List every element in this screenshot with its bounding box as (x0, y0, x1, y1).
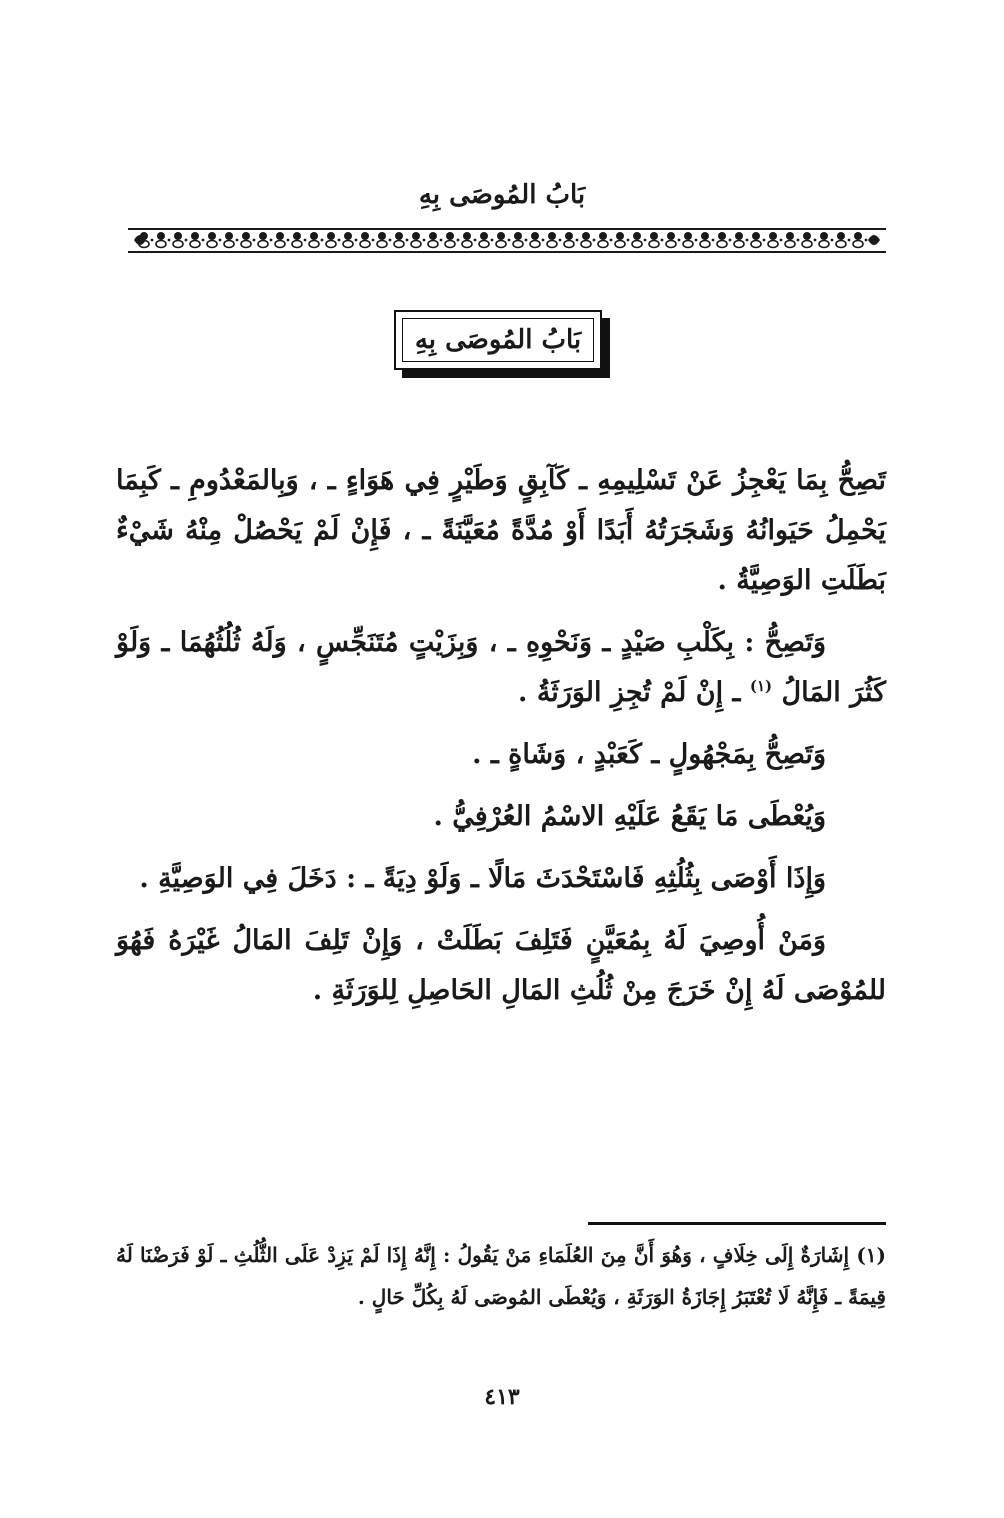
paragraph-text: وَتَصِحُّ : بِكَلْبِ صَيْدٍ ـ وَنَحْوِهِ ـ ، وَبِزَيْتٍ مُتَنَجِّسٍ ، وَلَهُ ثُلُثُهُمَا ـ وَلَوْ كَثُرَ المَالُ (116, 627, 886, 708)
main-text (116, 456, 886, 1028)
paragraph-text: وَمَنْ أُوصِيَ لَهُ بِمُعَيَّنٍ فَتَلِفَ بَطَلَتْ ، وَإِنْ تَلِفَ المَالُ غَيْرَهُ فَهُوَ للمُوْصَى لَهُ إِنْ خَرَجَ مِنْ ثُلُثِ المَالِ الحَاصِلِ لِلوَرَثَةِ . (116, 925, 886, 1006)
paragraph-text: ـ إِنْ لَمْ تُجِزِ الوَرَثَةُ . (518, 677, 741, 708)
footnote: (١) إِشَارَةٌ إِلَى خِلَافٍ ، وَهُوَ أَنَّ مِنَ العُلَمَاءِ مَنْ يَقُولُ : إِنَّهُ إِذَا لَمْ يَزِدْ عَلَى الثُّلُثِ ـ لَوْ فَرَضْنَا لَهُ قِيمَةً ـ فَإِنَّهُ لَا تُعْتَبَرُ إِجَازَةُ الوَرَثَةِ ، وَيُعْطَى المُوصَى لَهُ بِكُلِّ حَالٍ . (116, 1243, 886, 1309)
paragraph (116, 618, 886, 718)
paragraph-text: وَتَصِحُّ بِمَجْهُولٍ ـ كَعَبْدٍ ، وَشَاةٍ ـ . (472, 739, 826, 770)
paragraph-text: وَإِذَا أَوْصَى بِثُلُثِهِ فَاسْتَحْدَثَ مَالًا ـ وَلَوْ دِيَةً ـ : دَخَلَ فِي الوَصِيَّةِ . (139, 863, 826, 894)
running-header: بَابُ المُوصَى بِهِ (418, 180, 586, 210)
section-title-box (394, 310, 616, 382)
paragraph (116, 854, 886, 904)
title-box-frame (394, 310, 602, 370)
floral-border-ornament-icon (128, 226, 886, 254)
section-title: بَابُ المُوصَى بِهِ (402, 318, 594, 362)
paragraph-text: وَيُعْطَى مَا يَقَعُ عَلَيْهِ الاسْمُ العُرْفِيُّ . (433, 801, 826, 832)
paragraph-text: تَصِحُّ بِمَا يَعْجِزُ عَنْ تَسْلِيمِهِ ـ كَآبِقٍ وَطَيْرٍ فِي هَوَاءٍ ـ ، وَبِالمَعْدُومِ ـ كَبِمَا يَحْمِلُ حَيَوانُهُ وَشَجَرَتُهُ أَبَدًا أَوْ مُدَّةً مُعَيَّنَةً ـ ، فَإِنْ لَمْ يَحْصُلْ مِنْهُ شَيْءٌ بَطَلَتِ الوَصِيَّةُ . (116, 465, 886, 596)
footnote-separator (588, 1222, 886, 1225)
page-number: ٤١٣ (484, 1384, 520, 1410)
paragraph (116, 792, 886, 842)
footnote-reference[interactable]: (١) (749, 677, 773, 695)
paragraph (116, 916, 886, 1016)
paragraph (116, 456, 886, 606)
paragraph (116, 730, 886, 780)
